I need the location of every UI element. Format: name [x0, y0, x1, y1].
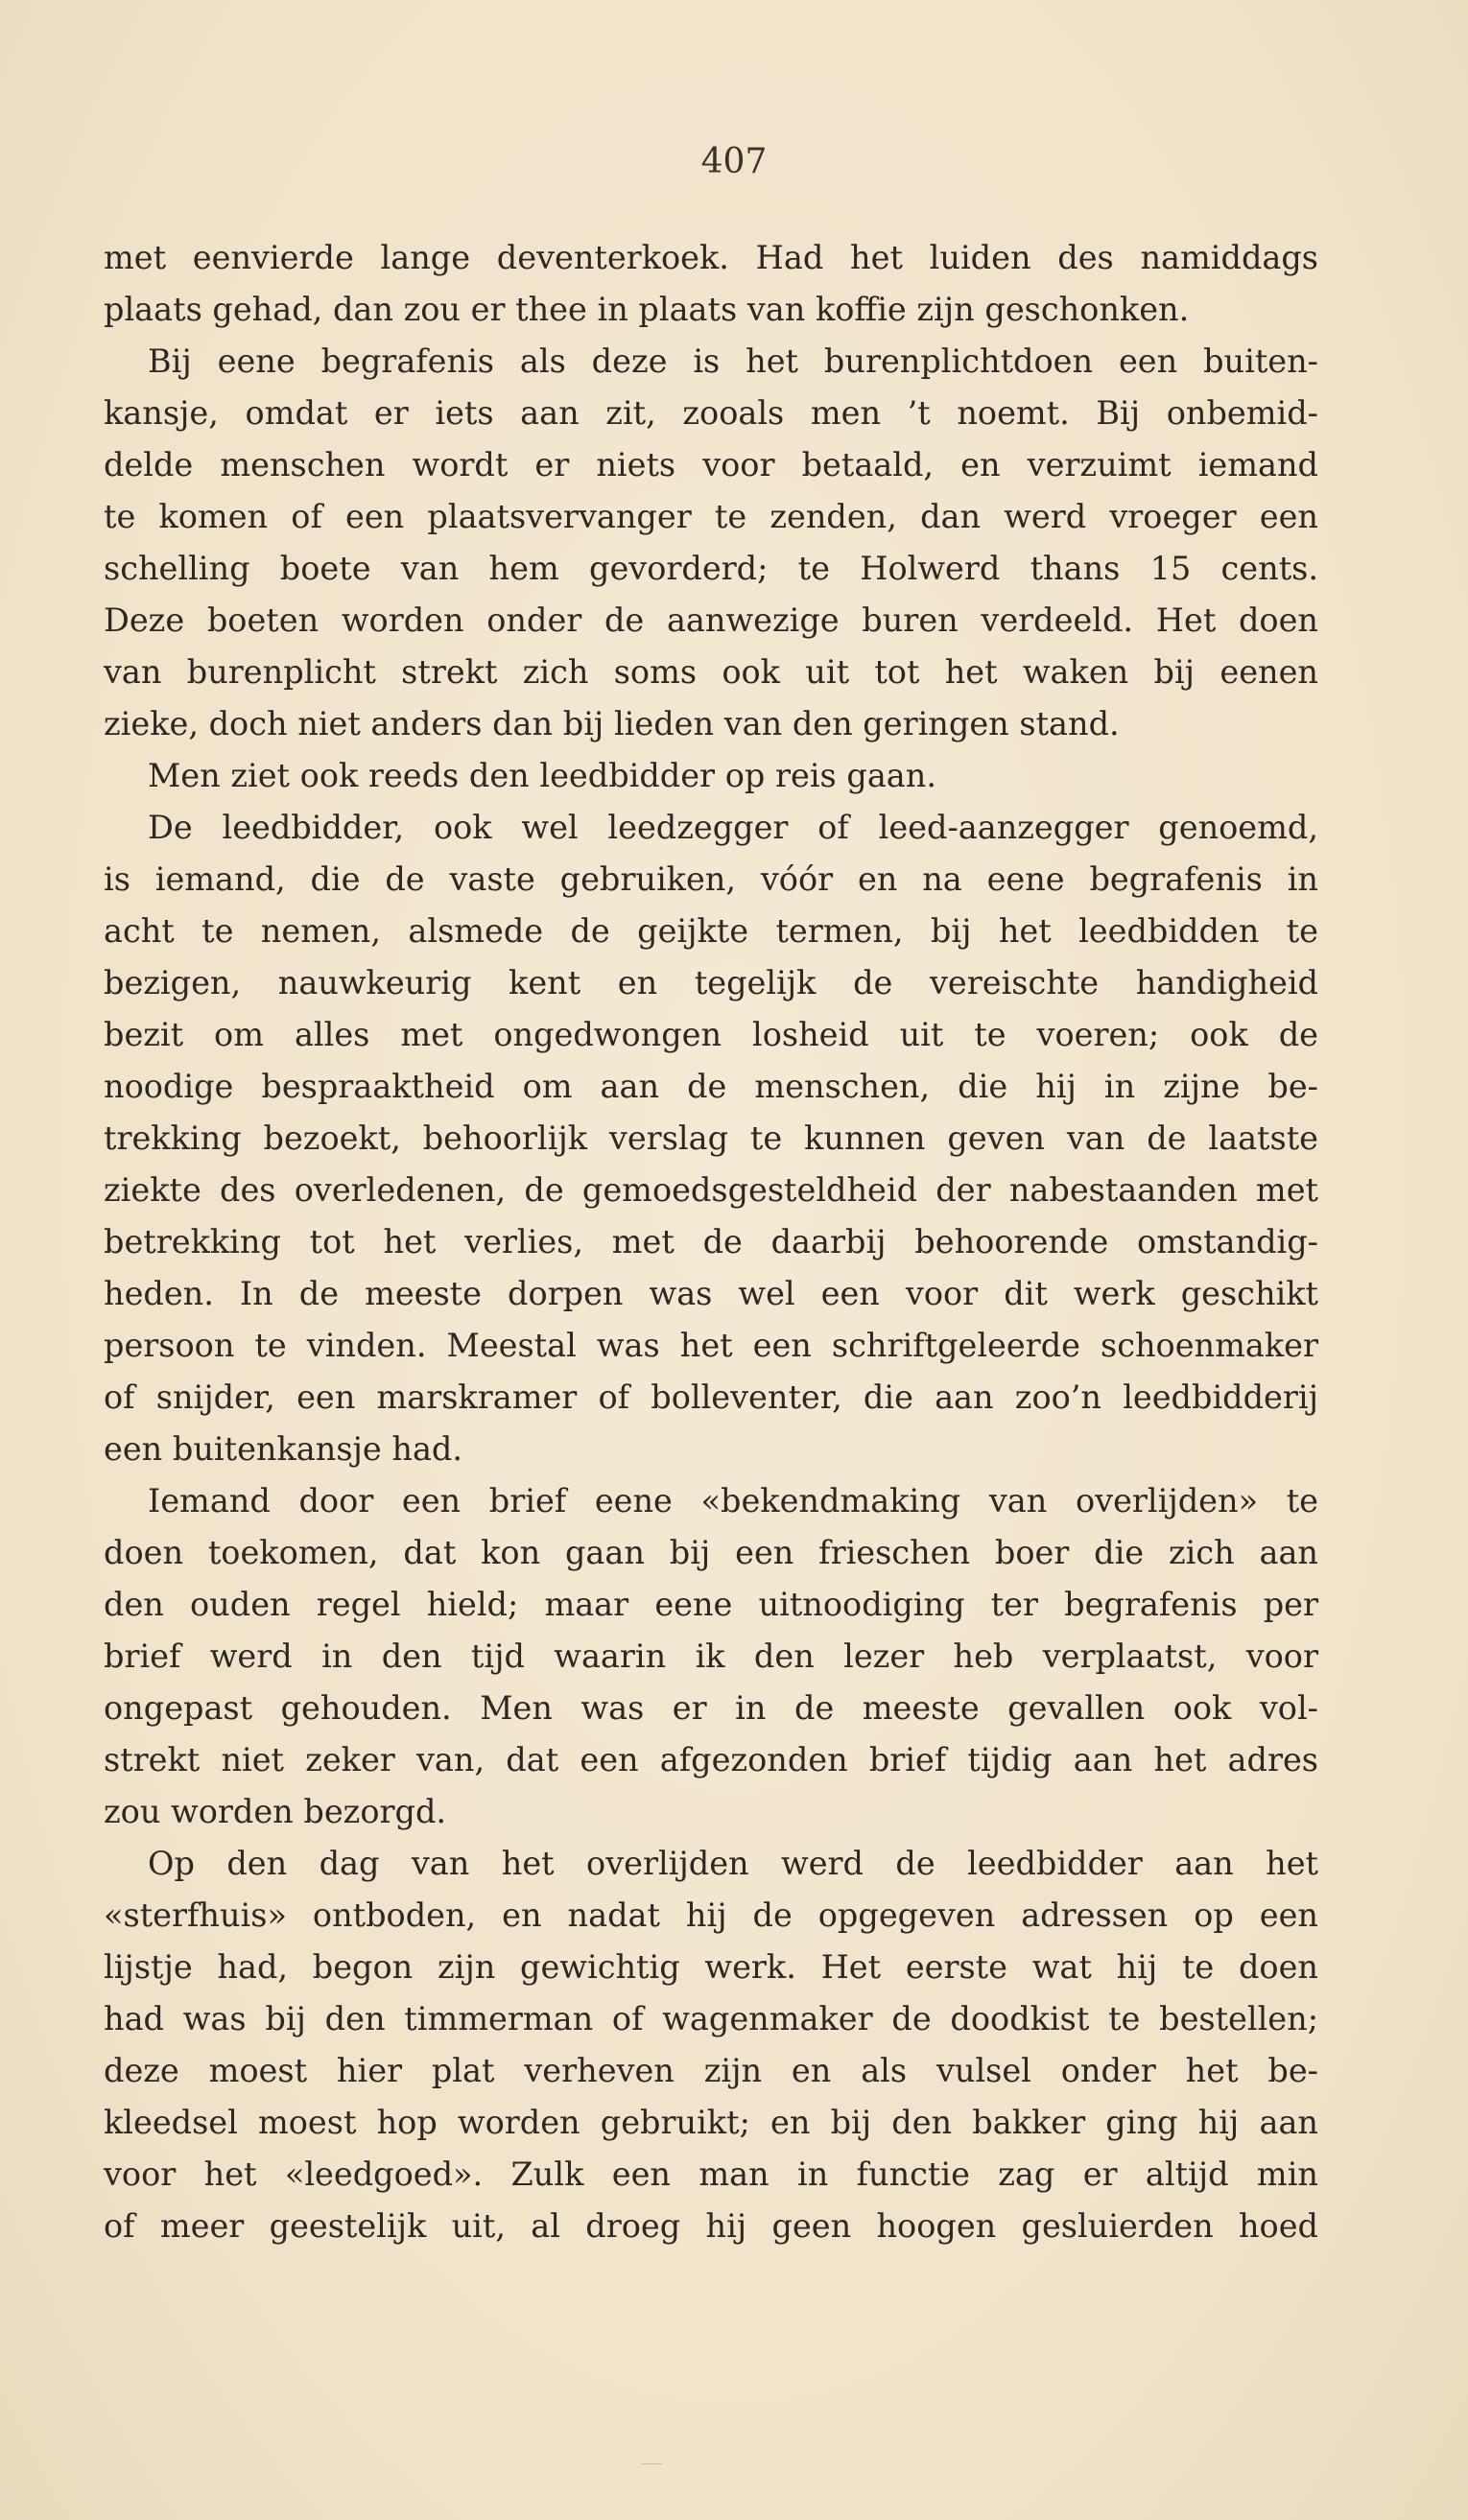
- page-number: 407: [700, 142, 768, 181]
- text-line: voor het «leedgoed». Zulk een man in functie zag er altijd min: [104, 2155, 1318, 2193]
- text-line: strekt niet zeker van, dat een afgezonden brief tijdig aan het adres: [104, 1741, 1318, 1778]
- text-line: is iemand, die de vaste gebruiken, vóór en na eene begrafenis in: [104, 860, 1318, 898]
- text-line: een buitenkansje had.: [104, 1430, 463, 1468]
- text-line: den ouden regel hield; maar eene uitnoodiging ter begrafenis per: [104, 1586, 1318, 1623]
- text-line: deze moest hier plat verheven zijn en als vulsel onder het be-: [104, 2052, 1318, 2089]
- text-line: bezigen, nauwkeurig kent en tegelijk de vereischte handigheid: [104, 964, 1318, 1001]
- text-line: Deze boeten worden onder de aanwezige buren verdeeld. Het doen: [104, 601, 1318, 639]
- text-line: bezit om alles met ongedwongen losheid uit te voeren; ook de: [104, 1016, 1318, 1053]
- text-line: of snijder, een marskramer of bolleventer, die aan zoo’n leedbidderij: [104, 1378, 1318, 1416]
- text-line: doen toekomen, dat kon gaan bij een frieschen boer die zich aan: [104, 1534, 1318, 1571]
- page-mark: [641, 2463, 662, 2464]
- text-line: had was bij den timmerman of wagenmaker de doodkist te bestellen;: [104, 2000, 1318, 2037]
- text-line: kleedsel moest hop worden gebruikt; en bij den bakker ging hij aan: [104, 2104, 1318, 2141]
- text-line: plaats gehad, dan zou er thee in plaats van koffie zijn geschonken.: [104, 291, 1190, 328]
- text-line: Bij eene begrafenis als deze is het burenplichtdoen een buiten-: [148, 342, 1318, 380]
- text-line: Op den dag van het overlijden werd de leedbidder aan het: [148, 1845, 1318, 1882]
- text-line: De leedbidder, ook wel leedzegger of leed-aanzegger genoemd,: [148, 809, 1318, 846]
- text-line: Iemand door een brief eene «bekendmaking van overlijden» te: [148, 1482, 1318, 1519]
- text-line: betrekking tot het verlies, met de daarbij behoorende omstandig-: [104, 1223, 1318, 1260]
- text-line: met eenvierde lange deventerkoek. Had het luiden des namiddags: [104, 239, 1318, 276]
- text-line: Men ziet ook reeds den leedbidder op reis gaan.: [148, 757, 936, 794]
- text-line: zou worden bezorgd.: [104, 1793, 447, 1830]
- text-line: kansje, omdat er iets aan zit, zooals men ’t noemt. Bij onbemid-: [104, 394, 1318, 432]
- text-line: ziekte des overledenen, de gemoedsgesteldheid der nabestaanden met: [104, 1171, 1318, 1209]
- text-line: zieke, doch niet anders dan bij lieden van den geringen stand.: [104, 705, 1120, 742]
- text-line: brief werd in den tijd waarin ik den lezer heb verplaatst, voor: [104, 1637, 1318, 1675]
- text-line: heden. In de meeste dorpen was wel een voor dit werk geschikt: [104, 1275, 1318, 1312]
- text-line: van burenplicht strekt zich soms ook uit tot het waken bij eenen: [104, 653, 1318, 691]
- text-line: te komen of een plaatsvervanger te zenden, dan werd vroeger een: [104, 498, 1318, 535]
- text-line: acht te nemen, alsmede de geijkte termen, bij het leedbidden te: [104, 912, 1318, 950]
- text-line: schelling boete van hem gevorderd; te Holwerd thans 15 cents.: [104, 550, 1318, 587]
- text-line: «sterfhuis» ontboden, en nadat hij de opgegeven adressen op een: [104, 1896, 1318, 1934]
- text-line: ongepast gehouden. Men was er in de meeste gevallen ook vol-: [104, 1689, 1318, 1727]
- body-text: [104, 232, 1318, 2252]
- text-line: noodige bespraaktheid om aan de menschen, die hij in zijne be-: [104, 1068, 1318, 1105]
- text-line: delde menschen wordt er niets voor betaald, en verzuimt iemand: [104, 446, 1318, 483]
- text-line: persoon te vinden. Meestal was het een schriftgeleerde schoenmaker: [104, 1327, 1318, 1364]
- text-line: lijstje had, begon zijn gewichtig werk. Het eerste wat hij te doen: [104, 1948, 1318, 1986]
- text-line: trekking bezoekt, behoorlijk verslag te kunnen geven van de laatste: [104, 1119, 1318, 1157]
- text-line: of meer geestelijk uit, al droeg hij geen hoogen gesluierden hoed: [104, 2207, 1318, 2245]
